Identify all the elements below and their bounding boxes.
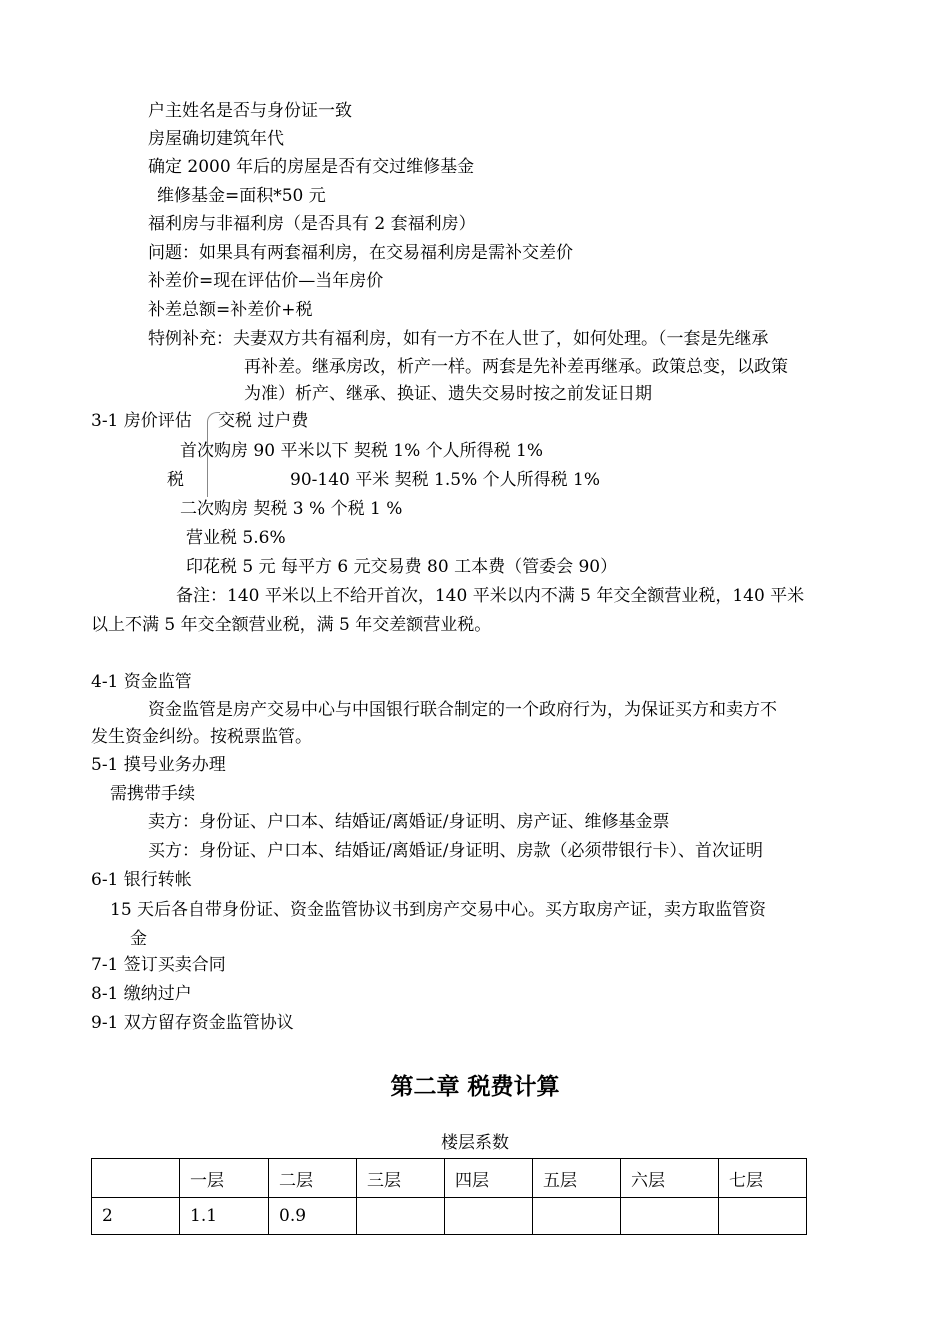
table-caption: 楼层系数 <box>441 1133 509 1153</box>
table-cell <box>621 1198 719 1235</box>
text-line: 备注：140 平米以上不给开首次，140 平米以内不满 5 年交全额营业税，140 平米 <box>176 586 805 606</box>
text-line: 再补差。继承房改，析产一样。两套是先补差再继承。政策总变，以政策 <box>244 357 788 377</box>
table-cell <box>719 1198 807 1235</box>
chapter-title: 第二章 税费计算 <box>390 1074 560 1100</box>
section-heading: 7-1 签订买卖合同 <box>91 955 226 975</box>
table-cell: 1.1 <box>180 1198 269 1235</box>
table-cell <box>533 1198 621 1235</box>
text-line: 问题：如果具有两套福利房，在交易福利房是需补交差价 <box>148 243 573 263</box>
table-header-cell: 六层 <box>621 1159 719 1198</box>
table-cell <box>357 1198 445 1235</box>
text-line: 为准）析产、继承、换证、遗失交易时按之前发证日期 <box>244 384 652 404</box>
table-row <box>92 1198 807 1235</box>
section-heading: 9-1 双方留存资金监管协议 <box>91 1013 294 1033</box>
section-heading: 3-1 房价评估 <box>91 411 192 431</box>
table-header-row <box>92 1159 807 1198</box>
text-line: 需携带手续 <box>110 784 195 804</box>
text-line: 户主姓名是否与身份证一致 <box>148 101 352 121</box>
text-line: 90-140 平米 契税 1.5% 个人所得税 1% <box>290 470 601 490</box>
table-header-cell <box>92 1159 180 1198</box>
text-line: 税 <box>167 470 184 490</box>
table-cell <box>445 1198 533 1235</box>
section-heading: 4-1 资金监管 <box>91 672 192 692</box>
floor-coefficient-table <box>91 1158 807 1235</box>
text-line: 维修基金=面积*50 元 <box>157 186 326 206</box>
text-line: 发生资金纠纷。按税票监管。 <box>91 727 312 747</box>
text-line: 确定 2000 年后的房屋是否有交过维修基金 <box>148 157 475 177</box>
table-header-cell: 四层 <box>445 1159 533 1198</box>
table-cell: 2 <box>92 1198 180 1235</box>
text-line: 二次购房 契税 3 % 个税 1 % <box>180 499 403 519</box>
text-line: 首次购房 90 平米以下 契税 1% 个人所得税 1% <box>180 441 543 461</box>
text-line: 福利房与非福利房（是否具有 2 套福利房） <box>148 214 476 234</box>
text-line: 金 <box>130 929 147 949</box>
section-heading: 8-1 缴纳过户 <box>91 984 192 1004</box>
text-line: 资金监管是房产交易中心与中国银行联合制定的一个政府行为，为保证买方和卖方不 <box>148 700 777 720</box>
text-line: 房屋确切建筑年代 <box>148 129 284 149</box>
table-header-cell: 三层 <box>357 1159 445 1198</box>
table-cell: 0.9 <box>269 1198 357 1235</box>
text-line: 补差总额=补差价+税 <box>148 300 313 320</box>
text-line: 补差价=现在评估价—当年房价 <box>148 271 384 291</box>
text-line: 特例补充：夫妻双方共有福利房，如有一方不在人世了，如何处理。（一套是先继承 <box>148 329 769 349</box>
table-header-cell: 二层 <box>269 1159 357 1198</box>
text-line: 卖方：身份证、户口本、结婚证/离婚证/身证明、房产证、维修基金票 <box>148 812 670 832</box>
text-line: 以上不满 5 年交全额营业税，满 5 年交差额营业税。 <box>91 615 492 635</box>
table-header-cell: 五层 <box>533 1159 621 1198</box>
table-header-cell: 七层 <box>719 1159 807 1198</box>
table-header-cell: 一层 <box>180 1159 269 1198</box>
text-line: 印花税 5 元 每平方 6 元交易费 80 工本费（管委会 90） <box>186 557 618 577</box>
section-heading: 6-1 银行转帐 <box>91 870 192 890</box>
text-line: 营业税 5.6% <box>186 528 286 548</box>
section-heading: 5-1 摸号业务办理 <box>91 755 226 775</box>
text-line: 15 天后各自带身份证、资金监管协议书到房产交易中心。买方取房产证，卖方取监管资 <box>110 900 767 920</box>
text-line: 买方：身份证、户口本、结婚证/离婚证/身证明、房款（必须带银行卡）、首次证明 <box>148 841 763 861</box>
text-line: 交税 过户费 <box>218 411 309 431</box>
